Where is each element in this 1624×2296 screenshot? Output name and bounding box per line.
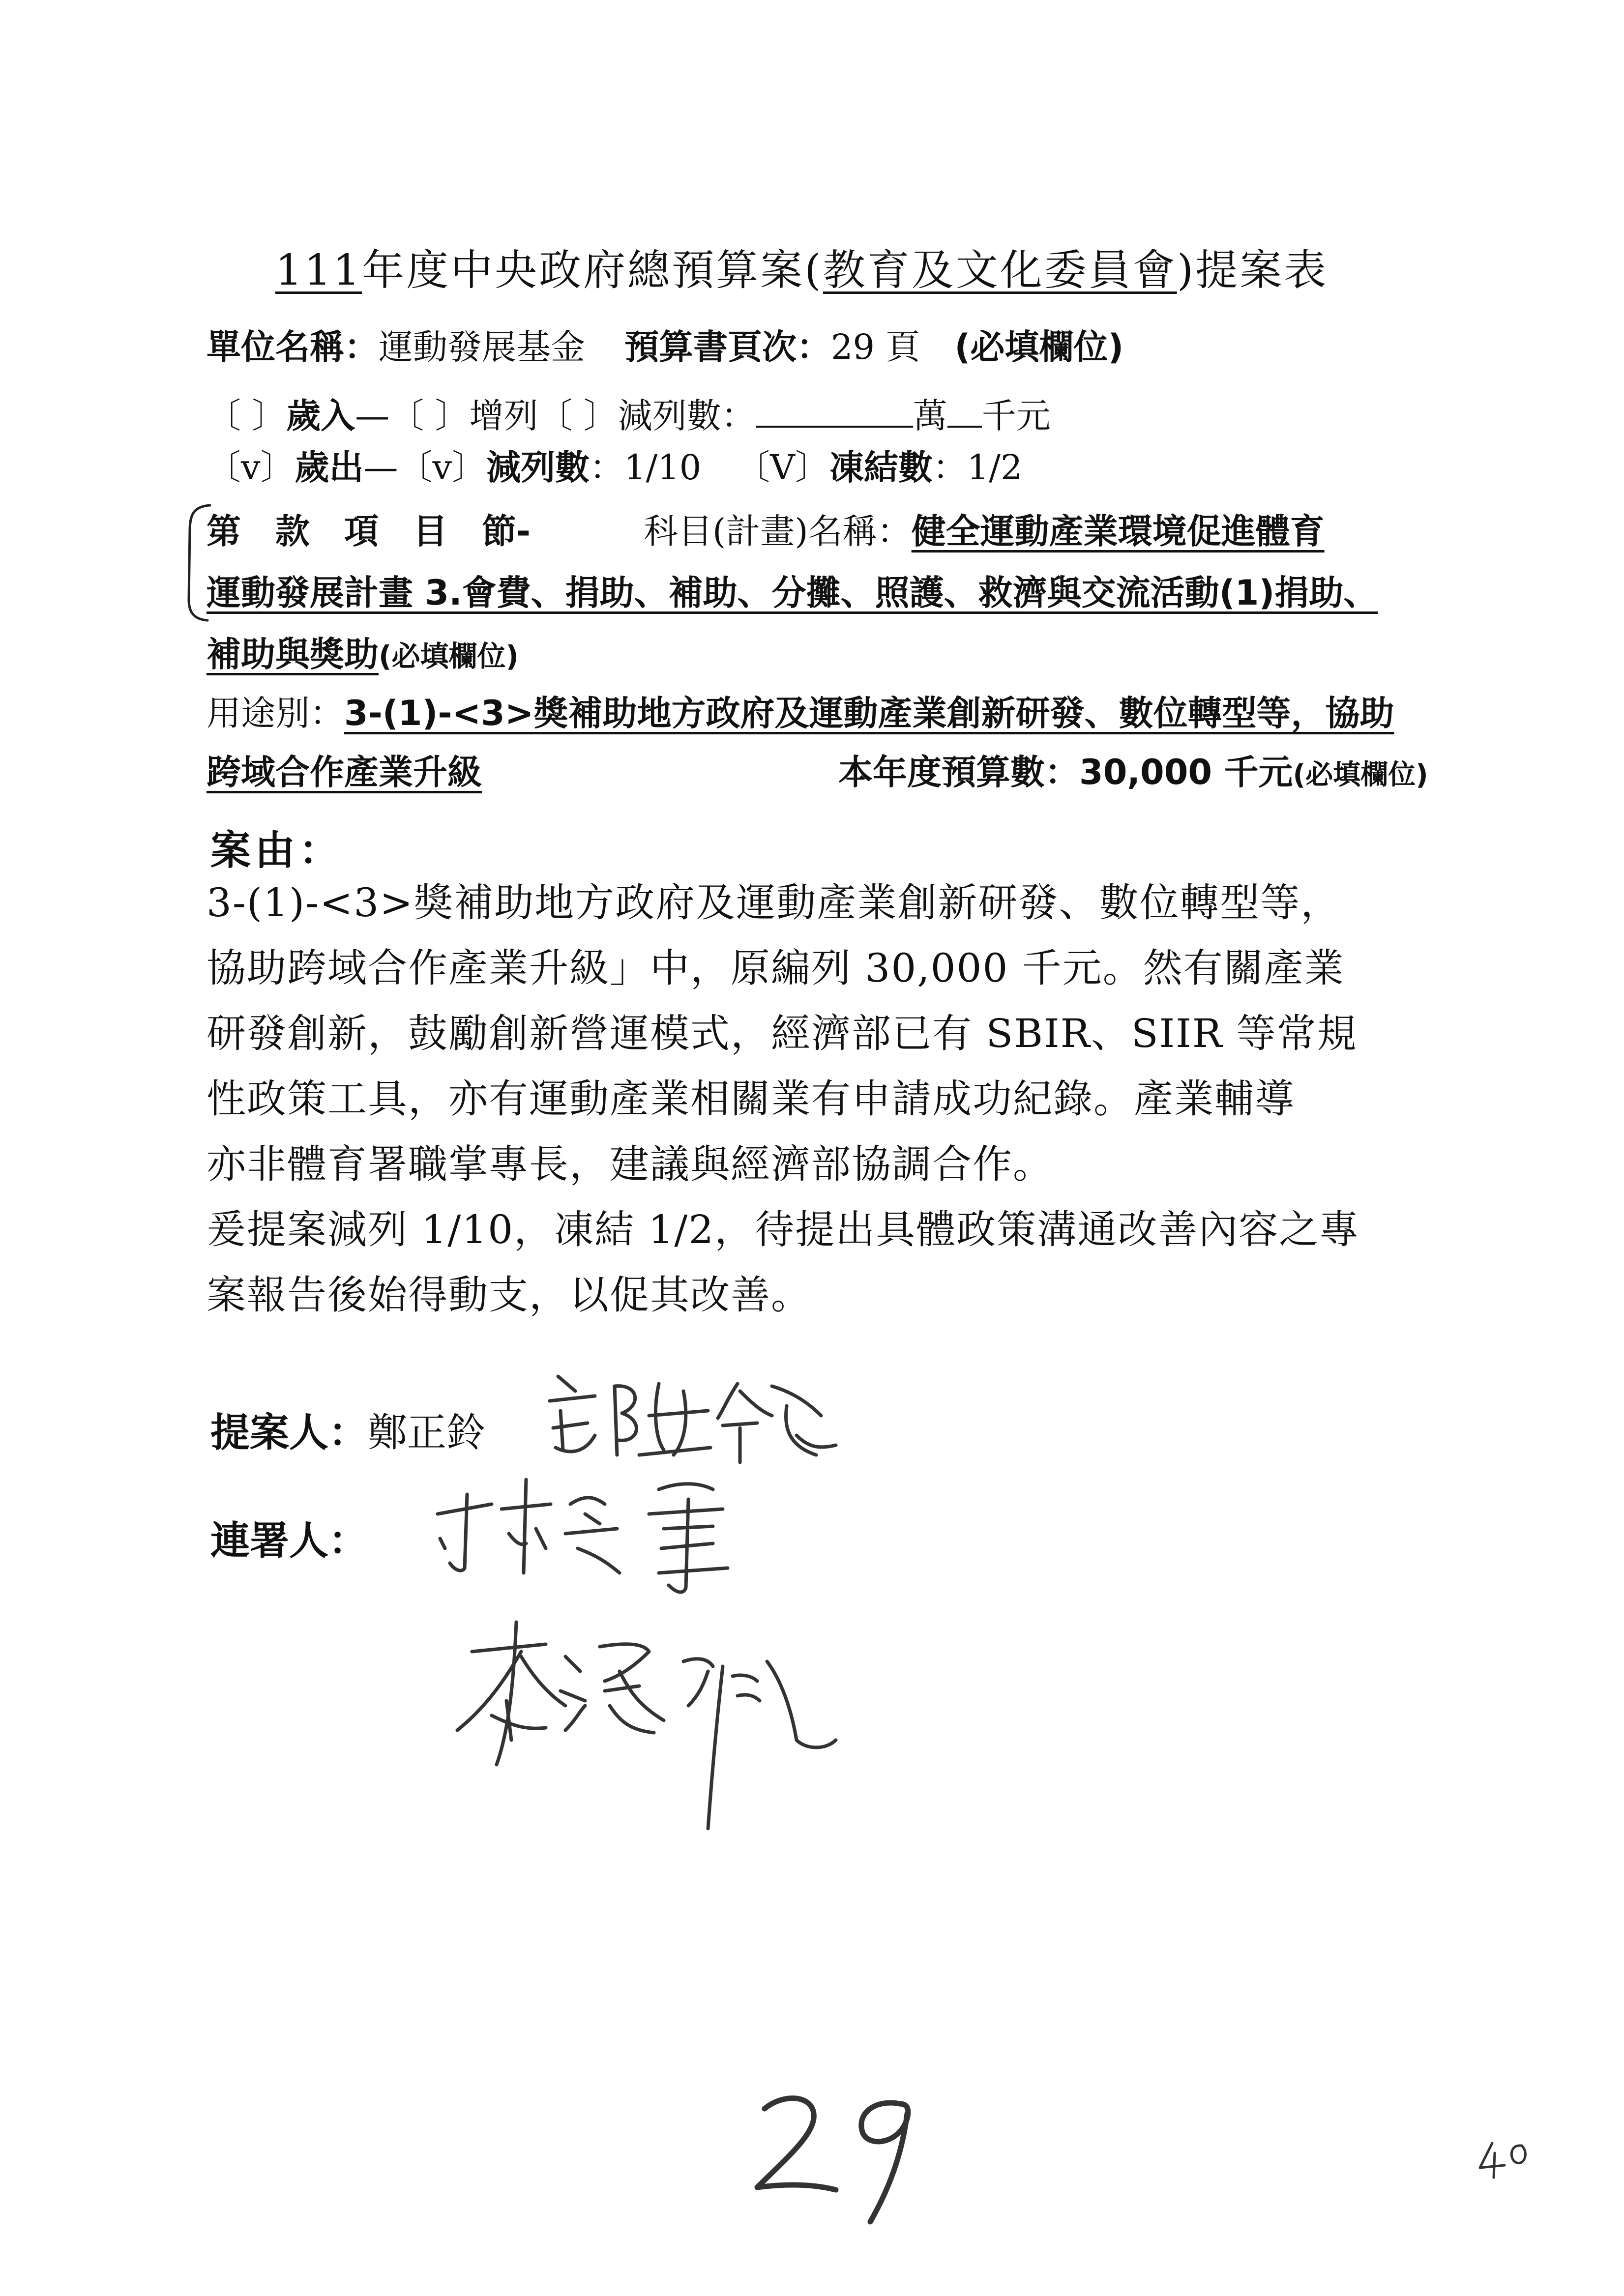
title-year: 111: [275, 246, 362, 295]
item-row-2: 運動發展計畫 3.會費、捐助、補助、分攤、照護、救濟與交流活動(1)捐助、: [207, 573, 1378, 613]
cosigner-signature-2: [457, 1622, 836, 1829]
item-name-label: 科目(計畫)名稱：: [644, 511, 912, 552]
title-committee: 教育及文化委員會: [823, 246, 1177, 295]
revenue-dash: —: [355, 396, 390, 436]
unit-label: 單位名稱：: [207, 327, 379, 367]
revenue-bracket: 〔 〕: [207, 396, 287, 436]
budget-page-label: 預算書頁次：: [624, 327, 831, 367]
unit-value: 運動發展基金: [379, 327, 585, 367]
freeze-label: 凍結數: [829, 447, 933, 488]
corner-number-40: [1480, 2143, 1525, 2178]
item-name-value: 健全運動產業環境促進體育: [911, 511, 1325, 552]
expenditure-check: 〔v〕: [207, 447, 295, 488]
unit-required-note: (必填欄位): [954, 327, 1124, 367]
expenditure-label: 歲出: [295, 447, 364, 488]
revenue-unit-wan: 萬: [913, 396, 947, 436]
proposer-name: 鄭正鈴: [368, 1410, 486, 1455]
freeze-check: 〔V〕: [736, 447, 829, 488]
budget-required-note: (必填欄位): [1293, 759, 1428, 791]
purpose-value-line1: 3-(1)-<3>獎補助地方政府及運動產業創新研發、數位轉型等，協助: [344, 693, 1394, 733]
item-subcategory: 補助與獎助: [207, 634, 379, 674]
increase-bracket: 〔 〕: [389, 396, 470, 436]
decrease-check: 〔v〕: [398, 447, 487, 488]
reason-line: 性政策工具，亦有運動產業相關業有申請成功紀錄。產業輔導: [207, 1076, 1295, 1122]
freeze-value: ：1/2: [932, 447, 1023, 488]
purpose-label: 用途別：: [207, 693, 344, 733]
title-prefix: 年度中央政府總預算案(: [362, 246, 823, 295]
expenditure-dash: —: [363, 447, 398, 488]
cosigner-signature-1: [438, 1480, 728, 1592]
annual-budget-value: 30,000 千元: [1079, 752, 1293, 792]
reason-heading: 案由：: [210, 827, 344, 874]
reason-line: 研發創新，鼓勵創新營運模式，經濟部已有 SBIR、SIIR 等常規: [207, 1011, 1358, 1056]
item-required-note: (必填欄位): [379, 639, 519, 673]
item-prefix: 第 款 項 目 節-: [207, 511, 531, 552]
decrease-label: 減列數: [486, 447, 590, 488]
purpose-value-line2: 跨域合作產業升級: [207, 752, 482, 792]
handwritten-29: [757, 2098, 908, 2222]
reason-line: 亦非體育署職掌專長，建議與經濟部協調合作。: [207, 1141, 1053, 1187]
revenue-label: 歲入: [286, 396, 355, 436]
annual-budget-label: 本年度預算數：: [838, 752, 1079, 792]
revenue-unit-thousand: 千元: [981, 396, 1051, 436]
reason-line: 案報告後始得動支，以促其改善。: [207, 1272, 811, 1318]
reason-line: 3-(1)-<3>獎補助地方政府及運動產業創新研發、數位轉型等，: [207, 880, 1341, 926]
increase-label: 增列: [469, 396, 538, 436]
reason-line: 爰提案減列 1/10，凍結 1/2，待提出具體政策溝通改善內容之專: [207, 1207, 1360, 1252]
budget-page-value: 29 頁: [831, 327, 920, 367]
proposer-label: 提案人：: [210, 1410, 368, 1455]
decrease-value: ：1/10: [590, 447, 702, 488]
revenue-decrease-label: 減列數：: [618, 396, 756, 436]
reason-line: 協助跨域合作產業升級」中，原編列 30,000 千元。然有關產業: [207, 945, 1345, 991]
decrease-bracket: 〔 〕: [538, 396, 618, 436]
title-suffix: )提案表: [1177, 246, 1329, 295]
cosigner-label: 連署人：: [210, 1518, 368, 1564]
proposer-signature: [550, 1376, 836, 1462]
